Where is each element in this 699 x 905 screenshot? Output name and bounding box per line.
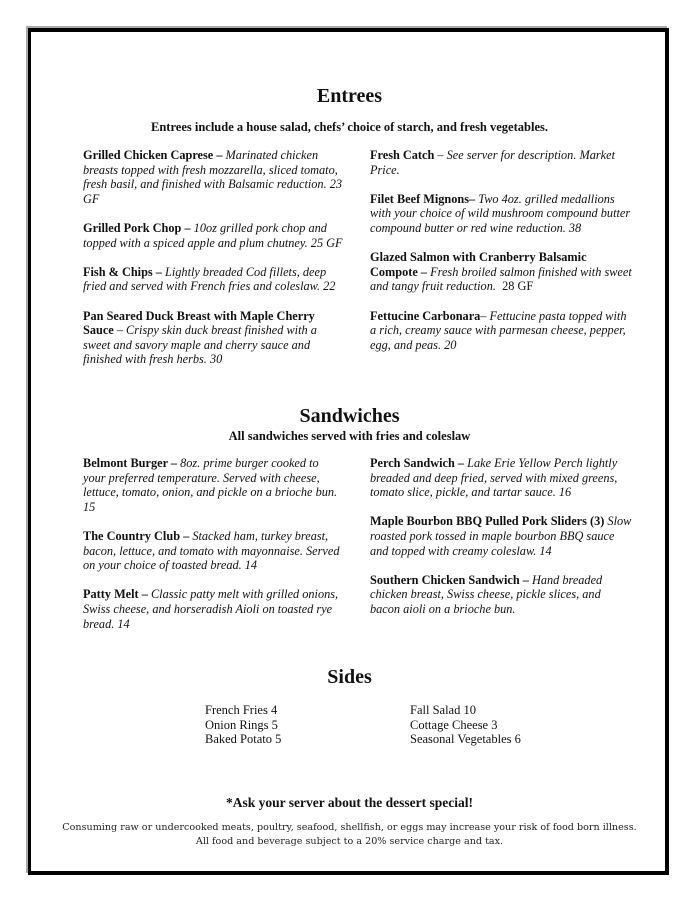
menu-item-name: Filet Beef Mignons– xyxy=(370,191,476,206)
menu-item-description: Stacked ham, turkey breast, bacon, lettuce, and tomato with mayonnaise. Served on your choice of toasted bread. 14 xyxy=(83,528,340,573)
menu-item-name: Fettucine Carbonara xyxy=(370,308,481,323)
side-item: Baked Potato 5 xyxy=(205,732,282,747)
side-item: Fall Salad 10 xyxy=(410,703,476,717)
menu-item xyxy=(83,265,343,294)
menu-item-description: Marinated chicken breasts topped with fresh mozzarella, sliced tomato, fresh basil, and finished with Balsamic reduction. 23 GF xyxy=(83,148,343,206)
menu-item xyxy=(83,529,343,573)
menu-item-name: Perch Sandwich – xyxy=(370,456,465,470)
sandwiches-heading: Sandwiches xyxy=(299,405,400,427)
menu-item-description: – See server for description. Market Price. xyxy=(370,148,615,177)
menu-item xyxy=(370,573,632,617)
menu-item-description: Lightly breaded Cod fillets, deep fried and served with French fries and coleslaw. 22 xyxy=(83,264,336,294)
menu-item-description: – Crispy skin duck breast finished with a sweet and savory maple and cherry sauce and finished with fresh herbs. 30 xyxy=(83,323,317,367)
side-item: Cottage Cheese 3 xyxy=(410,717,498,732)
menu-item-description: 10oz grilled pork chop and topped with a spiced apple and plum chutney. 25 GF xyxy=(83,220,343,250)
menu-item-description: Two 4oz. grilled medallions with your choice of wild mushroom compound butter compound butter or red wine reduction. 38 xyxy=(370,191,631,235)
sides-heading: Sides xyxy=(327,666,372,688)
menu-item-price: 28 GF xyxy=(495,279,534,294)
menu-item-name: Fish & Chips – xyxy=(83,264,162,279)
menu-item-name: Glazed Salmon with Cranberry Balsamic Compote – xyxy=(370,250,587,279)
sides-right-list xyxy=(410,703,521,747)
entrees-heading: Entrees xyxy=(316,85,383,107)
sides-left-list xyxy=(205,703,281,747)
menu-item-name: Fresh Catch xyxy=(370,148,435,162)
dessert-note: *Ask your server about the dessert special! xyxy=(226,795,473,810)
menu-item-description: 8oz. prime burger cooked to your preferred temperature. Served with cheese, lettuce, tomato, onion, and pickle on a brioche bun. 15 xyxy=(83,456,338,514)
menu-item xyxy=(83,456,343,514)
menu-item-description: – Fettucine pasta topped with a rich, creamy sauce with parmesan cheese, pepper, egg, and peas. 20 xyxy=(370,308,627,352)
menu-item-name: Patty Melt – xyxy=(83,587,148,602)
menu-item xyxy=(370,456,632,500)
menu-item-description: Slow roasted pork tossed in maple bourbon BBQ sauce and topped with creamy coleslaw. 14 xyxy=(370,514,632,558)
entrees-right-column xyxy=(370,148,632,367)
menu-item-name: Grilled Pork Chop – xyxy=(83,220,191,235)
food-safety-disclaimer: Consuming raw or undercooked meats, poultry, seafood, shellfish, or eggs may increase your risk of food born illness. xyxy=(62,822,637,833)
menu-item-name: The Country Club – xyxy=(83,528,190,543)
service-charge-note: All food and beverage subject to a 20% service charge and tax. xyxy=(195,836,504,847)
side-item: French Fries 4 xyxy=(205,703,278,717)
entrees-subtitle: Entrees include a house salad, chefs’ choice of starch, and fresh vegetables. xyxy=(151,120,548,134)
menu-item xyxy=(370,192,632,236)
menu-item xyxy=(370,514,632,558)
entrees-left-column xyxy=(83,148,343,382)
menu-item-name: Belmont Burger – xyxy=(83,456,178,470)
menu-item-description: Hand breaded chicken breast, Swiss cheese, pickle slices, and bacon aioli on a brioche bun. xyxy=(370,572,603,616)
side-item: Seasonal Vegetables 6 xyxy=(410,732,521,747)
menu-item xyxy=(83,148,343,206)
menu-item-name: Maple Bourbon BBQ Pulled Pork Sliders (3) xyxy=(370,514,605,529)
menu-item xyxy=(83,221,343,250)
menu-item-description: Classic patty melt with grilled onions, Swiss cheese, and horseradish Aioli on toasted rye bread. 14 xyxy=(83,587,339,631)
sandwiches-subtitle: All sandwiches served with fries and coleslaw xyxy=(228,429,471,443)
sandwiches-right-column xyxy=(370,456,632,631)
menu-item xyxy=(370,148,632,177)
menu-item-name: Pan Seared Duck Breast with Maple Cherry Sauce xyxy=(83,308,315,338)
menu-item xyxy=(370,309,632,353)
menu-item-name: Grilled Chicken Caprese – xyxy=(83,148,223,162)
menu-item xyxy=(83,309,343,367)
menu-item xyxy=(83,587,343,631)
menu-item-name: Southern Chicken Sandwich – xyxy=(370,572,529,587)
menu-item xyxy=(370,250,632,294)
menu-item-description: Lake Erie Yellow Perch lightly breaded and deep fried, served with mixed greens, tomato slice, pickle, and tartar sauce. 16 xyxy=(370,456,618,500)
menu-item-description: Fresh broiled salmon finished with sweet and tangy fruit reduction. xyxy=(370,264,632,294)
side-item: Onion Rings 5 xyxy=(205,717,278,732)
sandwiches-left-column xyxy=(83,456,343,646)
